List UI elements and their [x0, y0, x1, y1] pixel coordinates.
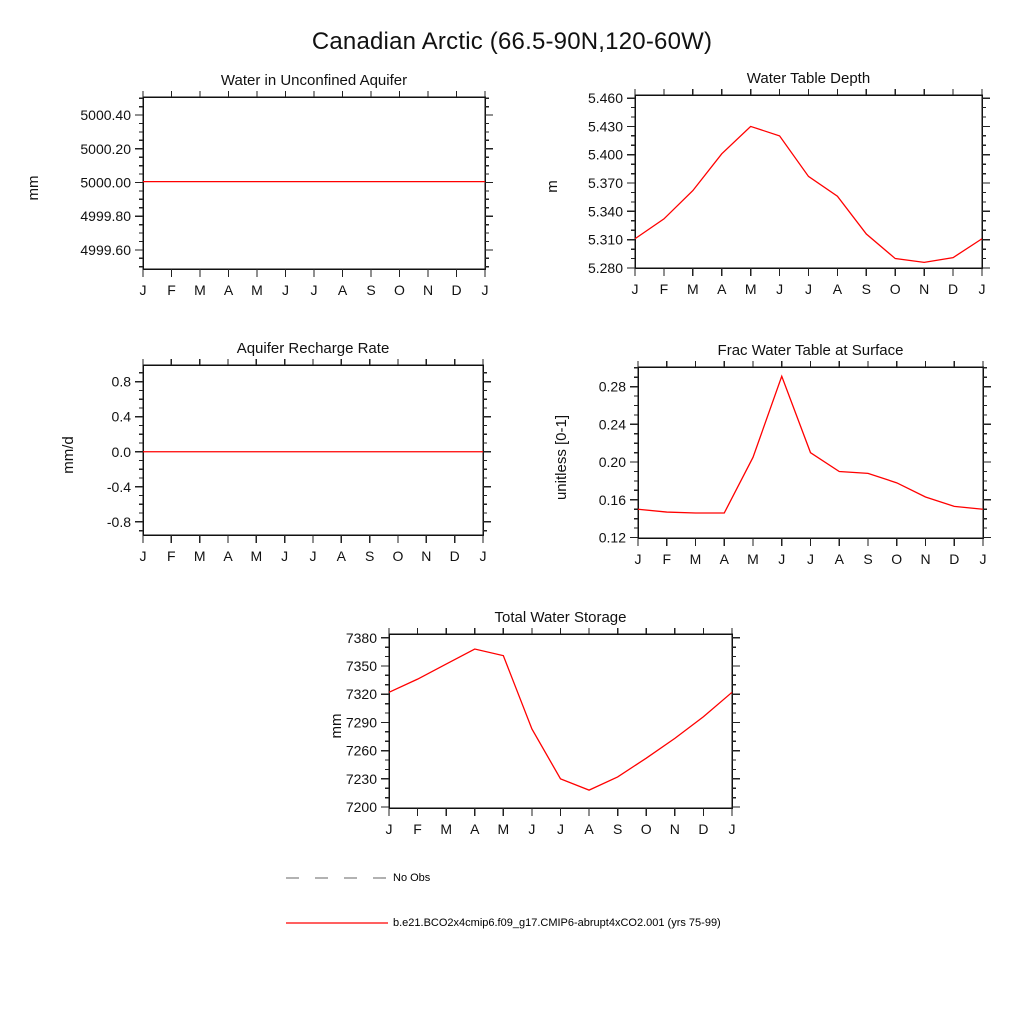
y-tick-label: 0.24: [598, 416, 626, 433]
x-tick-label: A: [336, 548, 347, 564]
y-tick-label: 7230: [345, 770, 377, 787]
y-tick-label: 0.20: [598, 454, 626, 471]
y-tick-label: 7260: [345, 742, 377, 759]
data-line: [635, 126, 982, 262]
x-tick-label: N: [669, 821, 680, 837]
y-tick-label: 5000.40: [80, 107, 131, 124]
y-tick-label: -0.8: [106, 513, 131, 530]
x-tick-label: M: [250, 548, 263, 564]
y-tick-label: 7290: [345, 714, 377, 731]
x-tick-label: J: [281, 548, 289, 564]
x-tick-label: S: [366, 282, 376, 298]
x-tick-label: M: [194, 282, 206, 298]
x-tick-label: A: [584, 821, 594, 837]
page-title: Canadian Arctic (66.5-90N,120-60W): [311, 28, 713, 55]
legend-label: b.e21.BCO2x4cmip6.f09_g17.CMIP6-abrupt4xCO2.001 (yrs 75-99): [393, 917, 721, 929]
y-tick-label: 7320: [345, 686, 377, 703]
x-tick-label: S: [861, 281, 872, 297]
x-tick-label: O: [640, 821, 652, 837]
y-axis-label: mm: [328, 713, 345, 739]
x-tick-label: J: [528, 821, 536, 837]
y-tick-label: 0.16: [598, 491, 626, 508]
y-tick-label: 5.370: [587, 175, 623, 192]
x-tick-label: O: [394, 282, 405, 298]
y-tick-label: 4999.60: [80, 241, 131, 258]
y-axis-label: mm/d: [60, 436, 77, 474]
y-tick-label: 5.310: [587, 231, 623, 248]
x-tick-label: A: [470, 821, 480, 837]
chart-total-water-storage: [328, 609, 740, 837]
x-tick-label: J: [139, 548, 147, 564]
subplot-title: Frac Water Table at Surface: [717, 342, 904, 359]
y-tick-label: 7380: [345, 629, 377, 646]
y-tick-label: 5000.20: [80, 140, 131, 157]
x-tick-label: M: [193, 548, 206, 564]
x-tick-label: M: [251, 282, 263, 298]
plot-frame: [143, 97, 485, 269]
y-tick-label: 0.12: [598, 529, 626, 546]
x-tick-label: F: [167, 282, 176, 298]
y-tick-label: 7200: [345, 799, 377, 816]
x-tick-label: M: [440, 821, 453, 837]
y-tick-label: 4999.80: [80, 208, 131, 225]
data-line: [389, 649, 732, 790]
x-tick-label: O: [891, 551, 903, 567]
plot-frame: [635, 95, 982, 268]
x-tick-label: A: [223, 282, 234, 298]
subplot-title: Total Water Storage: [494, 609, 627, 626]
x-tick-label: D: [698, 821, 709, 837]
plot-frame: [389, 634, 732, 808]
data-line: [638, 376, 983, 513]
y-tick-label: 5.430: [587, 118, 623, 135]
x-tick-label: A: [223, 548, 233, 564]
chart-water-in-unconfined-aquifer: [25, 72, 493, 298]
legend-label: No Obs: [393, 872, 431, 884]
x-tick-label: M: [686, 281, 699, 297]
x-tick-label: J: [385, 821, 393, 837]
x-tick-label: F: [413, 821, 422, 837]
x-tick-label: J: [634, 551, 642, 567]
x-tick-label: S: [364, 548, 375, 564]
y-axis-label: m: [544, 180, 561, 193]
y-axis-label: unitless [0-1]: [553, 414, 570, 501]
chart-water-table-depth: [544, 70, 990, 297]
y-tick-label: 0.8: [111, 373, 131, 390]
x-tick-label: D: [949, 551, 960, 567]
x-tick-label: J: [807, 551, 814, 567]
x-tick-label: D: [948, 281, 959, 297]
x-tick-label: J: [978, 281, 986, 297]
plot-frame: [143, 365, 483, 535]
y-tick-label: 7350: [345, 657, 377, 674]
x-tick-label: J: [728, 821, 736, 837]
x-tick-label: J: [776, 281, 784, 297]
y-tick-label: 0.4: [111, 408, 131, 425]
x-tick-label: J: [309, 548, 317, 564]
y-tick-label: 5.460: [587, 90, 623, 107]
x-tick-label: J: [805, 281, 812, 297]
x-tick-label: J: [631, 281, 639, 297]
chart-frac-water-table-at-surface: [553, 342, 991, 567]
x-tick-label: F: [662, 551, 672, 567]
x-tick-label: M: [747, 551, 759, 567]
x-tick-label: M: [497, 821, 510, 837]
subplot-title: Water Table Depth: [746, 70, 871, 87]
x-tick-label: D: [451, 282, 462, 298]
x-tick-label: J: [282, 282, 289, 298]
x-tick-label: S: [612, 821, 623, 837]
chart-aquifer-recharge-rate: [60, 340, 491, 564]
x-tick-label: M: [689, 551, 702, 567]
x-tick-label: A: [834, 551, 844, 567]
x-tick-label: M: [744, 281, 757, 297]
x-tick-label: A: [832, 281, 843, 297]
x-tick-label: A: [719, 551, 729, 567]
x-tick-label: J: [557, 821, 564, 837]
x-tick-label: N: [421, 548, 432, 564]
subplot-title: Water in Unconfined Aquifer: [220, 72, 408, 89]
subplot-title: Aquifer Recharge Rate: [236, 340, 390, 357]
x-tick-label: S: [863, 551, 873, 567]
x-tick-label: F: [659, 281, 669, 297]
x-tick-label: A: [717, 281, 727, 297]
y-tick-label: 5.280: [587, 260, 623, 276]
x-tick-label: J: [778, 551, 786, 567]
x-tick-label: N: [920, 551, 931, 567]
y-tick-label: 0.0: [111, 443, 131, 460]
x-tick-label: D: [449, 548, 460, 564]
x-tick-label: N: [422, 282, 434, 298]
x-tick-label: N: [919, 281, 930, 297]
y-tick-label: -0.4: [106, 478, 131, 495]
x-tick-label: J: [479, 548, 487, 564]
y-tick-label: 5.340: [587, 203, 623, 220]
x-tick-label: O: [889, 281, 901, 297]
y-tick-label: 5.400: [587, 146, 623, 163]
x-tick-label: J: [481, 282, 489, 298]
x-tick-label: J: [139, 282, 147, 298]
x-tick-label: J: [979, 551, 987, 567]
x-tick-label: F: [167, 548, 176, 564]
y-axis-label: mm: [25, 175, 42, 201]
x-tick-label: O: [392, 548, 404, 564]
x-tick-label: J: [310, 282, 318, 298]
x-tick-label: A: [337, 282, 348, 298]
y-tick-label: 0.28: [598, 378, 626, 395]
y-tick-label: 5000.00: [80, 174, 131, 191]
